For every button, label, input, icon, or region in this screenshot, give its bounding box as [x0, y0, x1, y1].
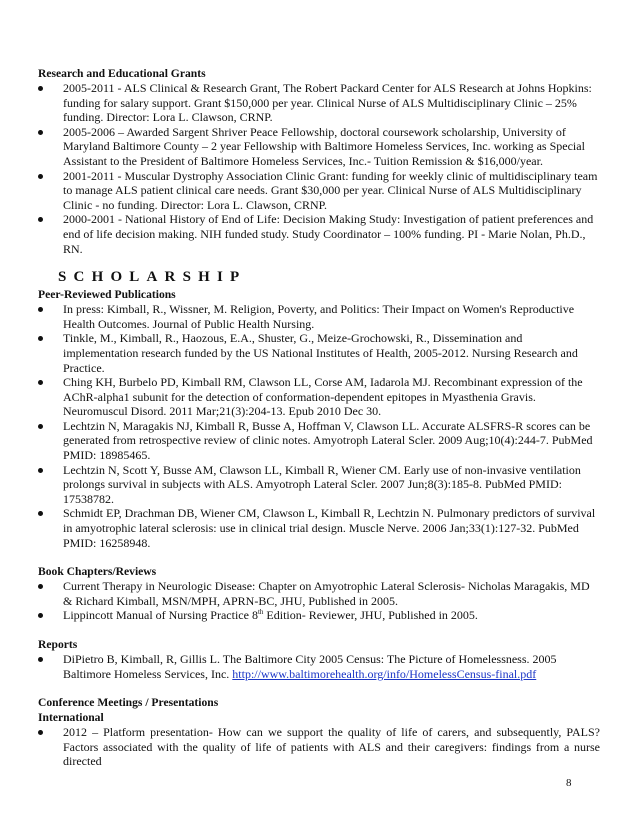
book-chapters-list: [38, 579, 600, 623]
presentation-text: 2012 – Platform presentation- How can we support the quality of life of carers, and subsequently, PALS? Factors associated with the quality of life of patients with ALS and their caregivers: findings from a nurse directed: [63, 725, 600, 769]
bullet-icon: [38, 307, 43, 312]
bullet-icon: [38, 217, 43, 222]
publication-text: Lechtzin N, Scott Y, Busse AM, Clawson LL, Kimball R, Wiener CM. Early use of non-invasive ventilation prolongs survival in subjects with ALS. Amyotroph Lateral Scler. 2007 Jun;8(3):185-8. PubMed PMID: 17538782.: [63, 462, 581, 506]
bullet-icon: [38, 86, 43, 91]
scholarship-heading: SCHOLARSHIP: [58, 269, 247, 286]
bullet-icon: [38, 584, 43, 589]
list-item: [38, 463, 600, 507]
ordinal-suffix: th: [257, 608, 264, 617]
grant-text: 2000-2001 - National History of End of Life: Decision Making Study: Investigation of patient preferences and end of life decision making. NIH funded study. Study Coordinator – 100% funding. PI - Marie Nolan, Ph.D., RN.: [63, 212, 594, 256]
book-chapters-heading: Book Chapters/Reviews: [38, 565, 157, 579]
bullet-icon: [38, 130, 43, 135]
list-item: [38, 652, 600, 681]
book-text: Current Therapy in Neurologic Disease: Chapter on Amyotrophic Lateral Sclerosis- Nicholas Maragakis, MD & Richard Kimball, MSN/MPH, APRN-BC, JHU, Published in 2005.: [63, 579, 590, 608]
publication-text: Lechtzin N, Maragakis NJ, Kimball R, Busse A, Hoffman V, Clawson LL. Accurate ALSFRS-R scores can be generated from retrospective review of clinic notes. Amyotroph Lateral Scler. 2009 Aug;10(4):244-7. PubMed PMID: 18985465.: [63, 418, 593, 463]
peer-reviewed-list: [38, 302, 600, 550]
list-item: [38, 212, 600, 256]
list-item: [38, 419, 600, 463]
publication-text: Schmidt EP, Drachman DB, Wiener CM, Clawson L, Kimball R, Lechtzin N. Pulmonary predictors of survival in amyotrophic lateral sclerosis: use in clinical trial design. Muscle Nerve. 2006 Jan;33(1):127-32. PubMed PMID: 16258948.: [63, 506, 596, 550]
list-item: [38, 81, 600, 125]
list-item: [38, 579, 600, 608]
bullet-icon: [38, 174, 43, 179]
reports-heading: Reports: [38, 638, 78, 651]
list-item: [38, 331, 600, 375]
research-grants-heading: Research and Educational Grants: [38, 67, 206, 80]
research-grants-list: [38, 81, 600, 256]
list-item: [38, 169, 600, 213]
page-number: 8: [566, 777, 572, 789]
publication-text: Tinkle, M., Kimball, R., Haozous, E.A., Shuster, G., Meize-Grochowski, R., Dissemination and implementation research funded by the US National Institutes of Health, 2005-2012. Nursing Research and Practice.: [63, 331, 578, 375]
list-item: [38, 125, 600, 169]
bullet-icon: [38, 336, 43, 341]
bullet-icon: [38, 380, 43, 385]
grant-text: 2005-2011 - ALS Clinical & Research Grant, The Robert Packard Center for ALS Research at Johns Hopkins: funding for salary support. Grant $150,000 per year. Clinical Nurse of ALS Multidisciplinary Clinic – 25% funding. Director: Lora L. Clawson, CRNP.: [63, 81, 592, 125]
book-text-start: Lippincott Manual of Nursing Practice 8: [63, 608, 258, 623]
list-item: [38, 608, 600, 623]
homeless-census-link[interactable]: http://www.baltimorehealth.org/info/HomelessCensus-final.pdf: [232, 666, 537, 681]
reports-list: [38, 652, 600, 681]
publication-text: Ching KH, Burbelo PD, Kimball RM, Clawson LL, Corse AM, Iadarola MJ. Recombinant expression of the AChR-alpha1 subunit for the detection of conformation-dependent epitopes in Myasthenia Gravis. Neuromuscul Disord. 2011 Mar;21(3):204-13. Epub 2010 Dec 30.: [63, 375, 583, 419]
list-item: [38, 725, 600, 769]
bullet-icon: [38, 511, 43, 516]
list-item: [38, 302, 600, 331]
publication-text: In press: Kimball, R., Wissner, M. Religion, Poverty, and Politics: Their Impact on Women's Reproductive Health Outcomes. Journal of Public Health Nursing.: [63, 302, 575, 331]
document-page: [38, 66, 600, 769]
list-item: [38, 506, 600, 550]
bullet-icon: [38, 468, 43, 473]
bullet-icon: [38, 613, 43, 618]
list-item: [38, 375, 600, 419]
international-subheading: International: [38, 711, 104, 725]
book-text-end: Edition- Reviewer, JHU, Published in 2005.: [263, 608, 478, 623]
bullet-icon: [38, 424, 43, 429]
conference-list: [38, 725, 600, 769]
grant-text: 2005-2006 – Awarded Sargent Shriver Peace Fellowship, doctoral coursework scholarship, University of Maryland Baltimore County – 2 year Fellowship with Baltimore Homeless Services, Inc. working as Special Assistant to the President of Baltimore Homeless Services, Inc.- Tuition Remission & $16,000/year.: [63, 124, 585, 168]
bullet-icon: [38, 657, 43, 662]
bullet-icon: [38, 730, 43, 735]
conference-heading: Conference Meetings / Presentations: [38, 696, 219, 710]
grant-text: 2001-2011 - Muscular Dystrophy Association Clinic Grant: funding for weekly clinic of multidisciplinary team to manage ALS patient clinical care needs. Grant $30,000 per year. Clinical Nurse of ALS Multidisciplinary Clinic - no funding. Director: Lora L. Clawson, CRNP.: [63, 168, 598, 212]
peer-reviewed-heading: Peer-Reviewed Publications: [38, 288, 176, 302]
report-text: DiPietro B, Kimball, R, Gillis L. The Baltimore City 2005 Census: The Picture of Homelessness. 2005 Baltimore Homeless Services, Inc.: [63, 652, 557, 681]
